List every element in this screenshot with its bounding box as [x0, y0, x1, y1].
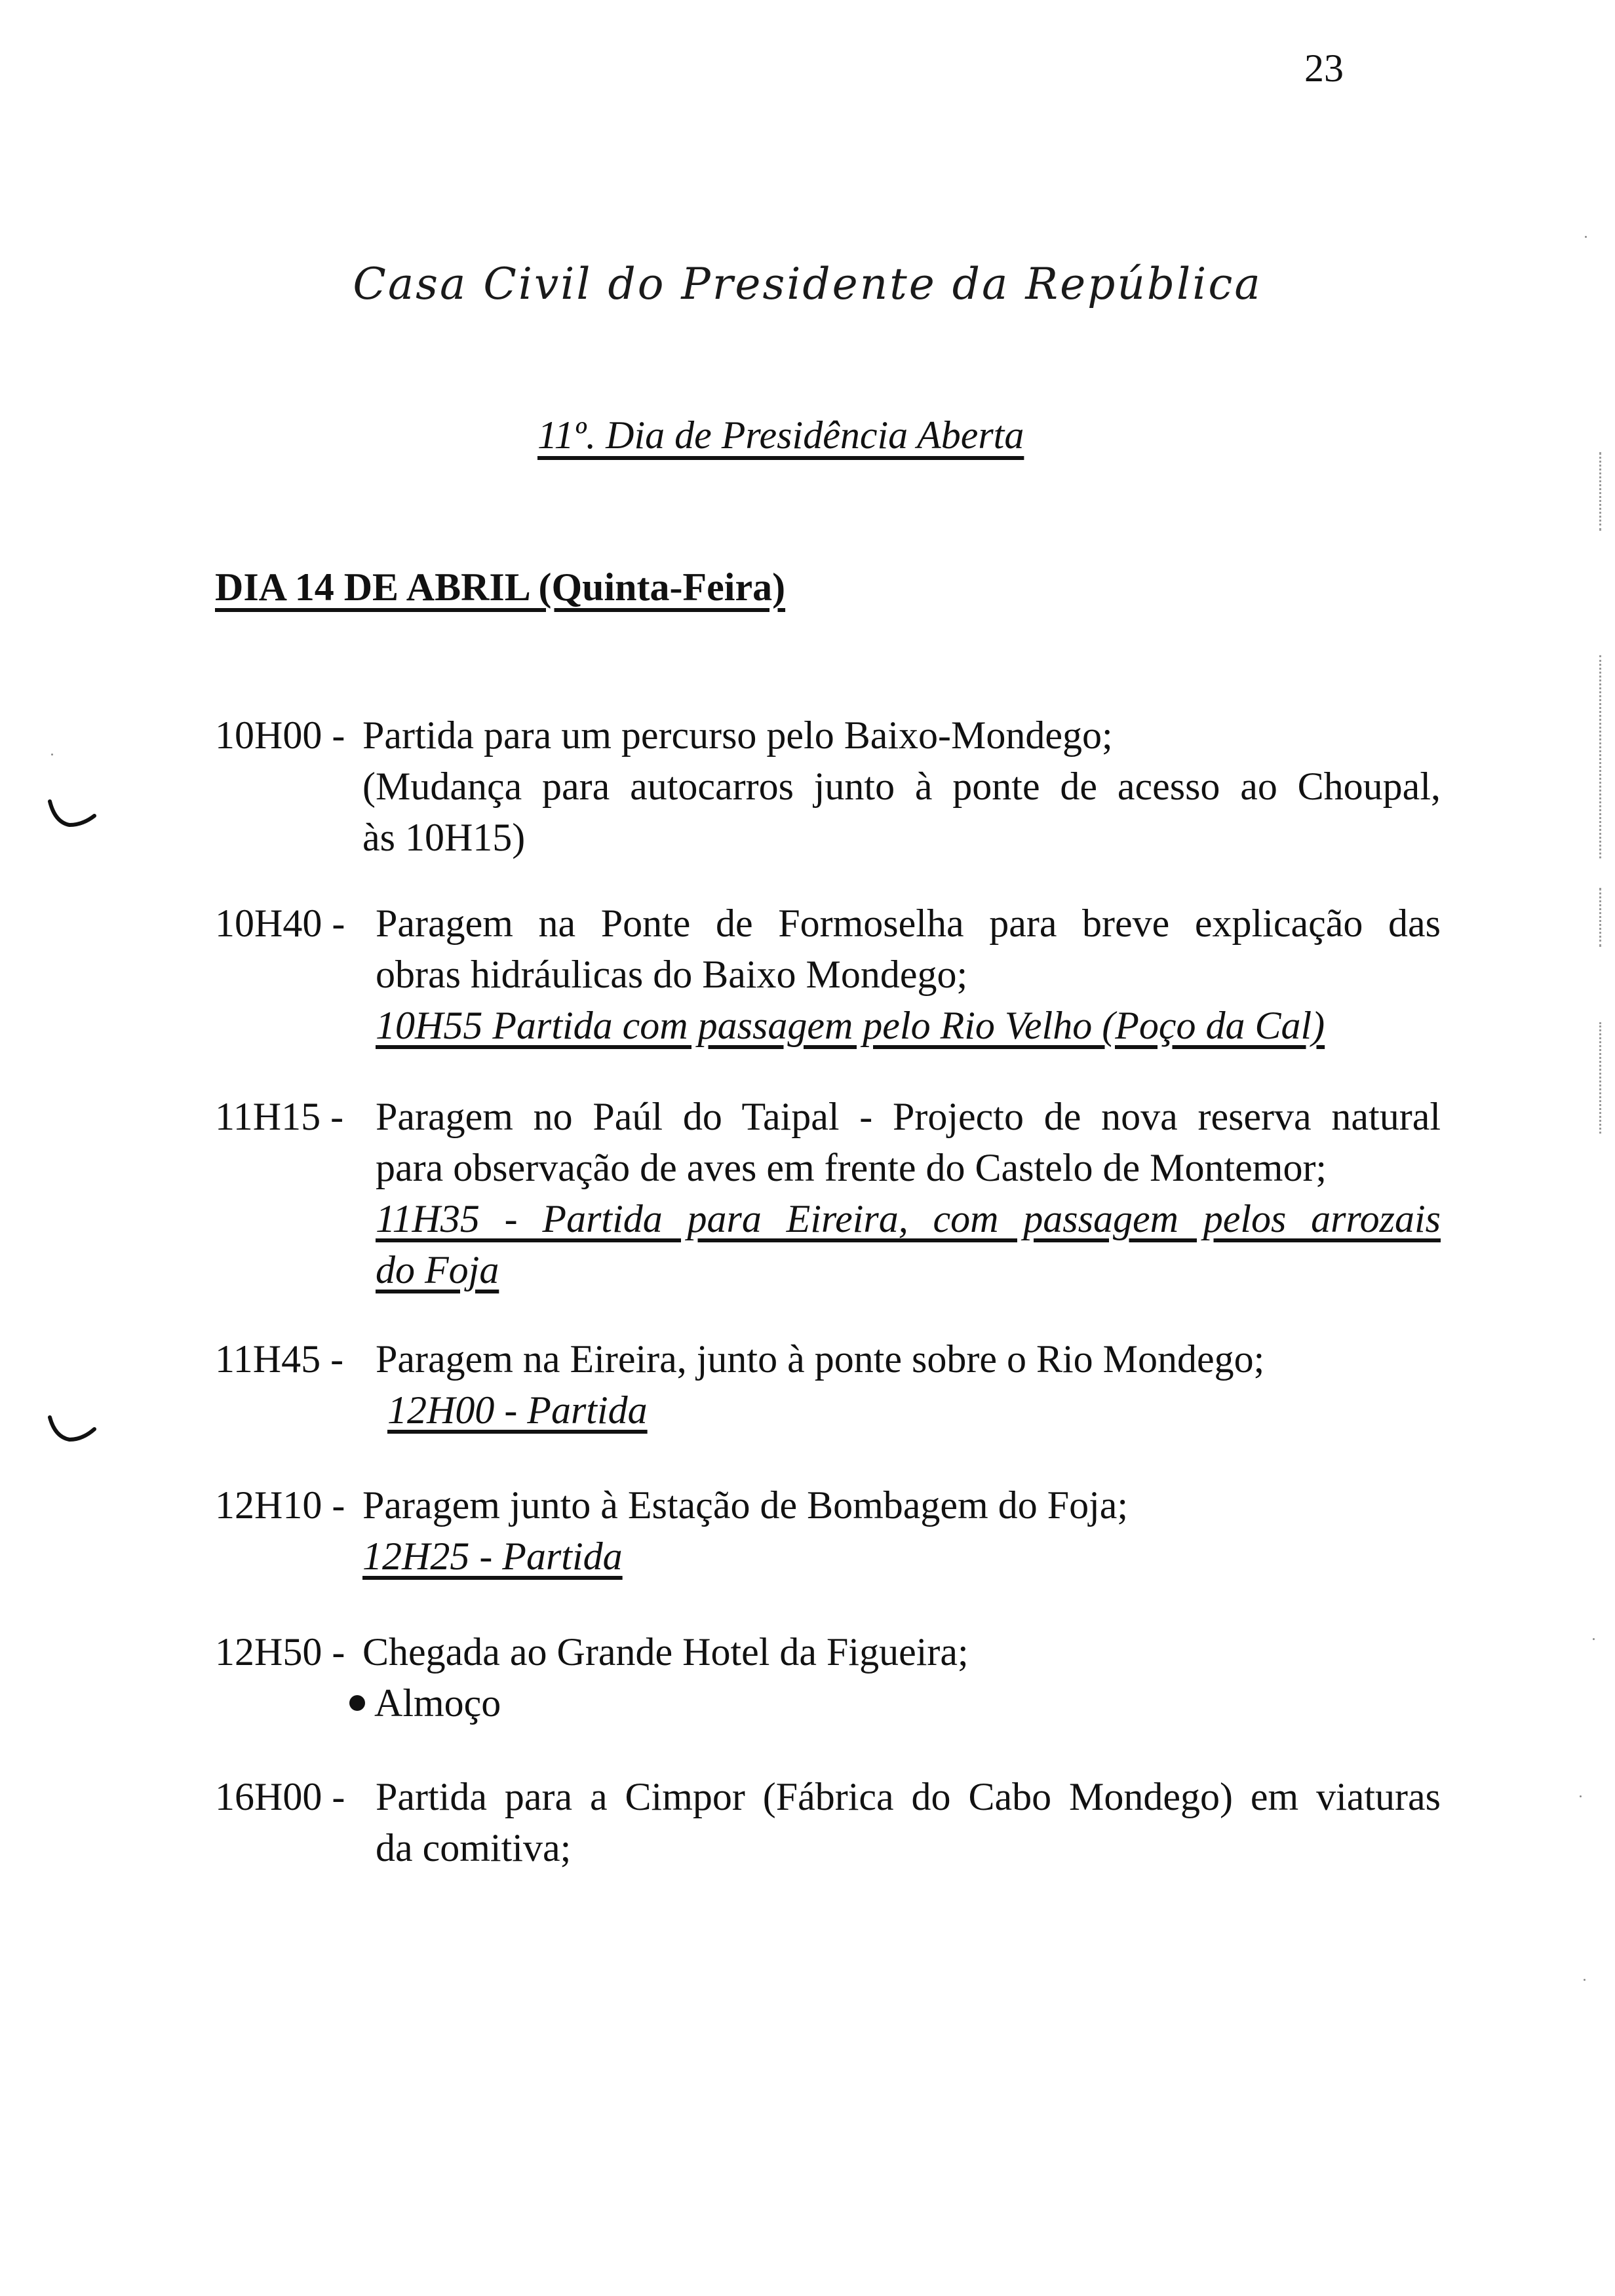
scan-speck: [51, 754, 53, 756]
entry-line: Partida para um percurso pelo Baixo-Mondego;: [362, 714, 1113, 757]
entry-time: 10H40 -: [215, 902, 345, 945]
entry-line: às 10H15): [362, 816, 526, 859]
entry-line-departure: 11H35 - Partida para Eireira, com passagem pelos arrozais: [376, 1197, 1441, 1240]
scan-edge-marks: [1599, 888, 1605, 947]
entry-line: para observação de aves em frente do Castelo de Montemor;: [376, 1146, 1327, 1189]
schedule-entry: [215, 710, 1441, 867]
letterhead: Casa Civil do Presidente da República: [353, 259, 1262, 309]
scan-speck: [1593, 1638, 1595, 1640]
entry-time: 11H15 -: [215, 1095, 344, 1138]
entry-line: da comitiva;: [376, 1826, 572, 1869]
entry-line-departure: do Foja: [376, 1248, 499, 1292]
entry-line-departure: 12H25 - Partida: [362, 1535, 623, 1578]
schedule-entry: [215, 1626, 1441, 1731]
schedule-entry: [215, 1480, 1441, 1584]
scan-edge-marks: [1599, 1022, 1605, 1134]
schedule-entry: [215, 1771, 1441, 1876]
scan-edge-marks: [1599, 655, 1605, 858]
entry-time: 12H50 -: [215, 1630, 345, 1674]
entry-line-departure: 10H55 Partida com passagem pelo Rio Velho (Poço da Cal): [376, 1004, 1325, 1047]
check-mark-icon: [46, 796, 98, 835]
entry-line: Paragem na Eireira, junto à ponte sobre o Rio Mondego;: [376, 1337, 1265, 1381]
day-heading: DIA 14 DE ABRIL (Quinta-Feira): [215, 565, 786, 609]
entry-time: 12H10 -: [215, 1483, 345, 1527]
entry-line: Paragem junto à Estação de Bombagem do Foja;: [362, 1483, 1129, 1527]
entry-line: Paragem no Paúl do Taipal - Projecto de nova reserva natural: [376, 1095, 1441, 1138]
bullet-icon: [349, 1695, 365, 1711]
entry-line-bullet: [349, 1677, 1441, 1729]
entry-time: 16H00 -: [215, 1775, 345, 1818]
bullet-text: Almoço: [374, 1681, 501, 1725]
entry-line: Paragem na Ponte de Formoselha para breve explicação das: [376, 902, 1441, 945]
scan-edge-marks: [1599, 452, 1605, 531]
scan-speck: [1584, 1979, 1586, 1981]
schedule-entry: [215, 898, 1441, 1055]
document-subtitle: 11º. Dia de Presidência Aberta: [537, 413, 1024, 457]
schedule-entry: [215, 1333, 1441, 1438]
entry-time: 10H00 -: [215, 714, 345, 757]
entry-line: Partida para a Cimpor (Fábrica do Cabo Mondego) em viaturas: [376, 1775, 1441, 1818]
scan-speck: [1585, 236, 1587, 238]
schedule-entry: [215, 1091, 1441, 1301]
entry-line-departure: 12H00 - Partida: [387, 1388, 648, 1432]
entry-line: obras hidráulicas do Baixo Mondego;: [376, 953, 968, 996]
entry-line: (Mudança para autocarros junto à ponte de acesso ao Choupal,: [362, 765, 1441, 808]
page-number: 23: [1304, 47, 1344, 90]
check-mark-icon: [46, 1412, 98, 1451]
entry-line: Chegada ao Grande Hotel da Figueira;: [362, 1630, 969, 1674]
entry-time: 11H45 -: [215, 1337, 344, 1381]
scan-speck: [1580, 1795, 1582, 1797]
